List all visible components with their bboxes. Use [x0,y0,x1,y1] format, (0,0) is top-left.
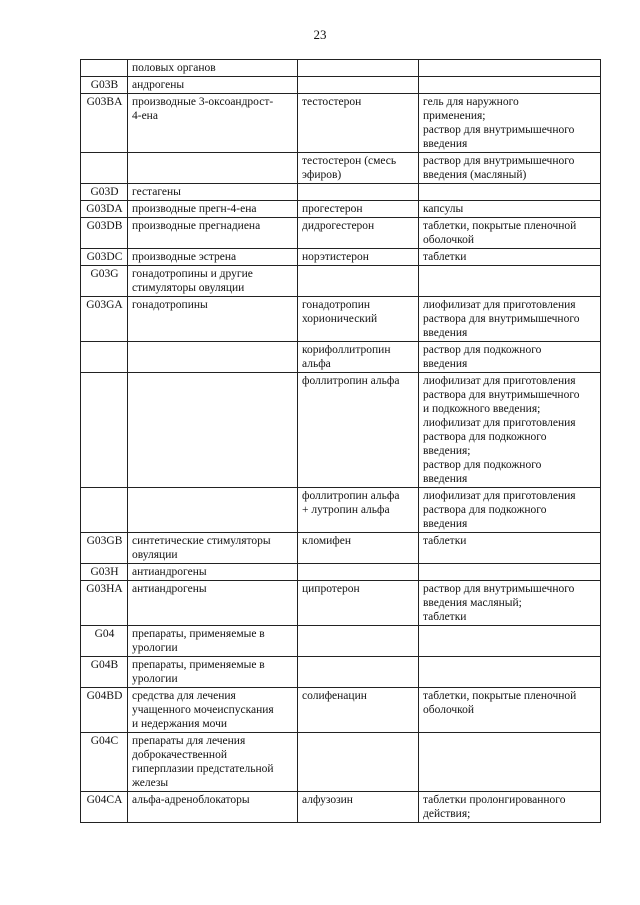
dosage-form-cell: раствор для внутримышечного введения масляный; таблетки [419,581,601,626]
dosage-form-cell: лиофилизат для приготовления раствора для внутримышечного введения [419,297,601,342]
dosage-form-cell [419,626,601,657]
atc-code-cell: G03D [81,184,128,201]
atc-code-cell: G03HA [81,581,128,626]
atc-code-cell: G04CA [81,792,128,823]
group-cell: производные 3-оксоандрост- 4-ена [128,94,298,153]
drug-name-cell: прогестерон [298,201,419,218]
table-row [81,218,601,249]
group-cell [128,488,298,533]
atc-code-cell: G03G [81,266,128,297]
group-cell: андрогены [128,77,298,94]
dosage-form-cell: раствор для подкожного введения [419,342,601,373]
drug-name-cell [298,657,419,688]
atc-code-cell [81,60,128,77]
atc-code-cell: G03DC [81,249,128,266]
dosage-form-cell: капсулы [419,201,601,218]
atc-code-cell: G03DA [81,201,128,218]
table-row [81,201,601,218]
drug-name-cell: тестостерон [298,94,419,153]
dosage-form-cell: раствор для внутримышечного введения (масляный) [419,153,601,184]
dosage-form-cell [419,60,601,77]
table-row [81,533,601,564]
dosage-form-cell [419,184,601,201]
group-cell: производные прегн-4-ена [128,201,298,218]
group-cell: гонадотропины и другие стимуляторы овуляции [128,266,298,297]
table-row [81,77,601,94]
group-cell: средства для лечения учащенного мочеиспускания и недержания мочи [128,688,298,733]
group-cell: половых органов [128,60,298,77]
table-row [81,184,601,201]
table-row [81,792,601,823]
atc-code-cell: G03GA [81,297,128,342]
page-number: 23 [313,27,327,42]
drug-name-cell: солифенацин [298,688,419,733]
dosage-form-cell [419,77,601,94]
atc-code-cell: G04B [81,657,128,688]
group-cell: гонадотропины [128,297,298,342]
atc-code-cell: G03H [81,564,128,581]
drug-name-cell: фоллитропин альфа + лутропин альфа [298,488,419,533]
drug-name-cell [298,626,419,657]
drug-name-cell: кломифен [298,533,419,564]
table-row [81,342,601,373]
drug-name-cell: гонадотропин хорионический [298,297,419,342]
dosage-form-cell: таблетки, покрытые пленочной оболочкой [419,688,601,733]
dosage-form-cell: таблетки, покрытые пленочной оболочкой [419,218,601,249]
table-row [81,564,601,581]
table-row [81,581,601,626]
drug-name-cell [298,564,419,581]
drug-name-cell: дидрогестерон [298,218,419,249]
dosage-form-cell: таблетки [419,249,601,266]
table-row [81,297,601,342]
drug-name-cell: норэтистерон [298,249,419,266]
atc-code-cell: G04C [81,733,128,792]
table-row [81,733,601,792]
group-cell [128,342,298,373]
table-row [81,488,601,533]
group-cell: производные прегнадиена [128,218,298,249]
group-cell: антиандрогены [128,564,298,581]
group-cell: антиандрогены [128,581,298,626]
table-row [81,373,601,488]
drug-name-cell [298,77,419,94]
group-cell: альфа-адреноблокаторы [128,792,298,823]
table-row [81,94,601,153]
group-cell: препараты для лечения доброкачественной гиперплазии предстательной железы [128,733,298,792]
drug-name-cell [298,184,419,201]
atc-code-cell: G04BD [81,688,128,733]
drug-name-cell [298,266,419,297]
dosage-form-cell: таблетки пролонгированного действия; [419,792,601,823]
drug-name-cell: корифоллитропин альфа [298,342,419,373]
dosage-form-cell [419,564,601,581]
dosage-form-cell: лиофилизат для приготовления раствора для подкожного введения [419,488,601,533]
dosage-form-cell [419,733,601,792]
group-cell: препараты, применяемые в урологии [128,657,298,688]
atc-code-cell: G04 [81,626,128,657]
atc-code-cell [81,373,128,488]
atc-code-cell: G03DB [81,218,128,249]
dosage-form-cell [419,266,601,297]
drug-name-cell: ципротерон [298,581,419,626]
dosage-form-cell: лиофилизат для приготовления раствора для внутримышечного и подкожного введения; лиофилизат для приготовления раствора для подкожного введения; раствор для подкожного введения [419,373,601,488]
dosage-form-cell [419,657,601,688]
dosage-form-cell: таблетки [419,533,601,564]
drug-name-cell: фоллитропин альфа [298,373,419,488]
drug-name-cell: тестостерон (смесь эфиров) [298,153,419,184]
atc-code-cell [81,342,128,373]
group-cell [128,373,298,488]
group-cell: производные эстрена [128,249,298,266]
drug-name-cell [298,733,419,792]
table-row [81,688,601,733]
drug-name-cell [298,60,419,77]
table-row [81,266,601,297]
atc-code-cell: G03BA [81,94,128,153]
atc-code-cell: G03B [81,77,128,94]
group-cell [128,153,298,184]
atc-code-cell [81,153,128,184]
atc-code-cell: G03GB [81,533,128,564]
table-row [81,249,601,266]
table-row [81,153,601,184]
table-row [81,626,601,657]
group-cell: препараты, применяемые в урологии [128,626,298,657]
dosage-form-cell: гель для наружного применения; раствор для внутримышечного введения [419,94,601,153]
atc-code-cell [81,488,128,533]
group-cell: синтетические стимуляторы овуляции [128,533,298,564]
drug-classification-table [80,59,601,823]
table-row [81,657,601,688]
table-row [81,60,601,77]
drug-name-cell: алфузозин [298,792,419,823]
group-cell: гестагены [128,184,298,201]
